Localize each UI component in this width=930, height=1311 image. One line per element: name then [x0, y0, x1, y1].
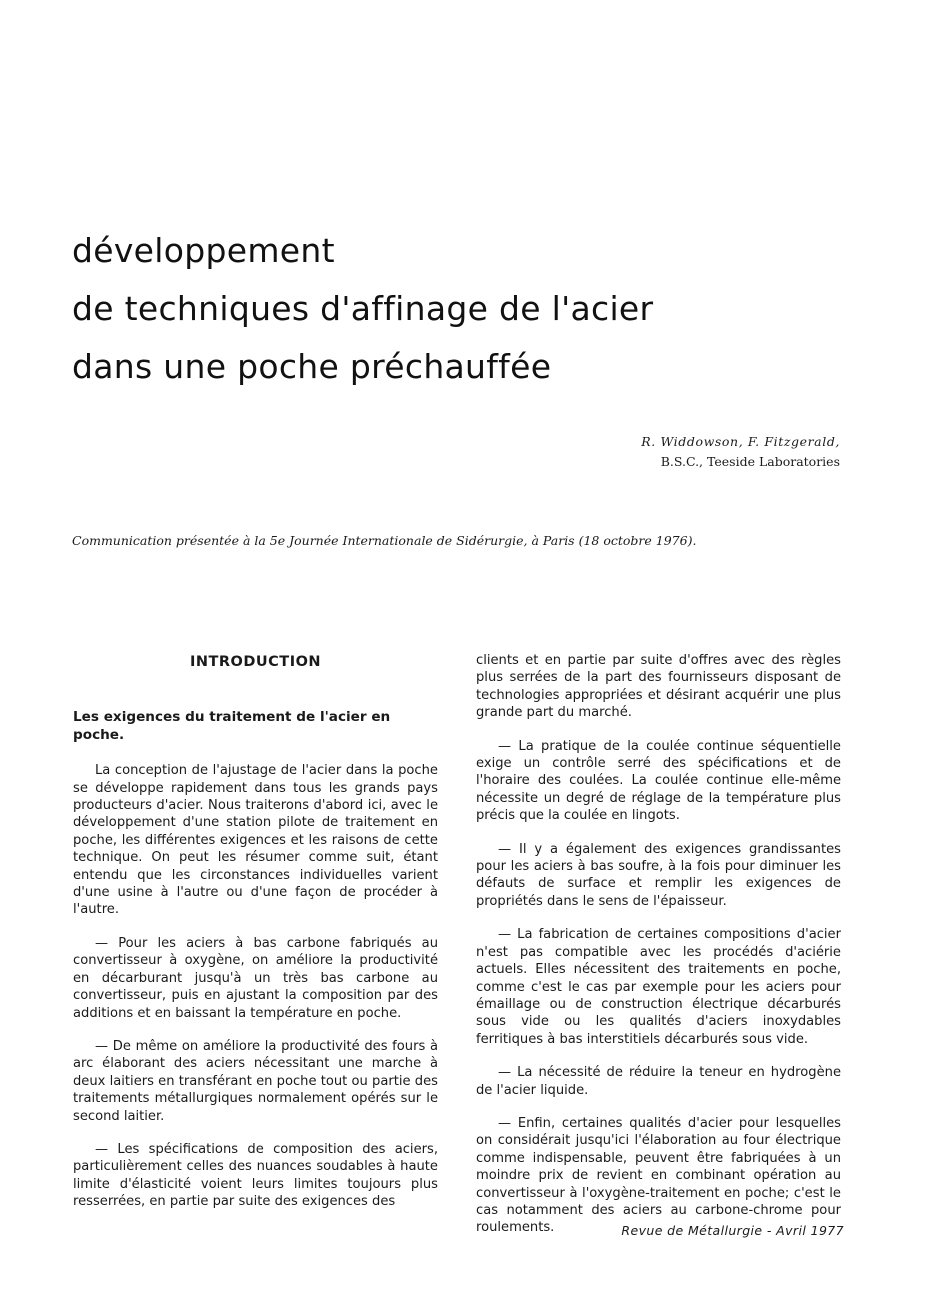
title-line-3: dans une poche préchauffée [72, 347, 552, 386]
paragraph: — De même on améliore la productivité des fours à arc élaborant des aciers nécessitant une marche à deux laitiers en transférant en poche tout ou partie des traitements métallurgiques normalement opérés sur le second laitier. [73, 1038, 438, 1124]
article-title [72, 222, 872, 396]
author-affiliation: B.S.C., Teeside Laboratories [660, 454, 840, 469]
paragraph: — Pour les aciers à bas carbone fabriqués au convertisseur à oxygène, on améliore la productivité en décarburant jusqu'à un très bas carbone au convertisseur, puis en ajustant la composition par des additions et en baissant la température en poche. [73, 935, 438, 1021]
section-subheading: Les exigences du traitement de l'acier en poche. [73, 709, 391, 743]
right-column [476, 652, 841, 1253]
paragraph: — La pratique de la coulée continue séquentielle exige un contrôle serré des spécifications et de l'horaire des coulées. La coulée continue elle-même nécessite un degré de réglage de la température plus précis que la coulée en lingots. [476, 738, 841, 824]
title-line-1: développement [72, 231, 335, 270]
paragraph: — Il y a également des exigences grandissantes pour les aciers à bas soufre, à la fois pour diminuer les défauts de surface et remplir les exigences de propriétés dans le sens de l'épaisseur. [476, 841, 841, 909]
paragraph: La conception de l'ajustage de l'acier dans la poche se développe rapidement dans tous les grands pays producteurs d'acier. Nous traiterons d'abord ici, avec le développement d'une station pilote de traitement en poche, les différentes exigences et les raisons de cette technique. On peut les résumer comme suit, étant entendu que les circonstances individuelles varient d'une usine à l'autre ou d'une façon de procéder à l'autre. [73, 763, 438, 918]
paragraph: — La nécessité de réduire la teneur en hydrogène de l'acier liquide. [476, 1065, 841, 1098]
title-line-2: de techniques d'affinage de l'acier [72, 289, 654, 328]
paragraph: — Enfin, certaines qualités d'acier pour lesquelles on considérait jusqu'ici l'élaboration au four électrique comme indispensable, peuvent être fabriquées à un moindre prix de revient en combinant opération au convertisseur à l'oxygène-traitement en poche; c'est le cas notamment des aciers au carbone-chrome pour roulements. [476, 1115, 841, 1236]
paragraph: clients et en partie par suite d'offres avec des règles plus serrées de la part des fournisseurs disposant de technologies appropriées et désirant acquérir une plus grande part du marché. [476, 653, 841, 721]
author-names: R. Widdowson, F. Fitzgerald, [641, 434, 840, 449]
left-column [73, 652, 438, 1227]
section-heading: INTRODUCTION [189, 654, 322, 670]
communication-note: Communication présentée à la 5e Journée Internationale de Sidérurgie, à Paris (18 octobre 1976). [72, 533, 697, 548]
author-block [641, 432, 840, 472]
paragraph: — Les spécifications de composition des aciers, particulièrement celles des nuances soudables à haute limite d'élasticité voient leurs limites toujours plus resserrées, en partie par suite des exigences des [73, 1141, 438, 1210]
journal-footer: Revue de Métallurgie - Avril 1977 [621, 1223, 844, 1238]
paragraph: — La fabrication de certaines compositions d'acier n'est pas compatible avec les procédés d'aciérie actuels. Elles nécessitent des traitements en poche, comme c'est le cas par exemple pour les aciers pour émaillage ou de construction électrique décarburés sous vide ou les qualités d'aciers inoxydables ferritiques à bas interstitiels décarburés sous vide. [476, 927, 841, 1047]
